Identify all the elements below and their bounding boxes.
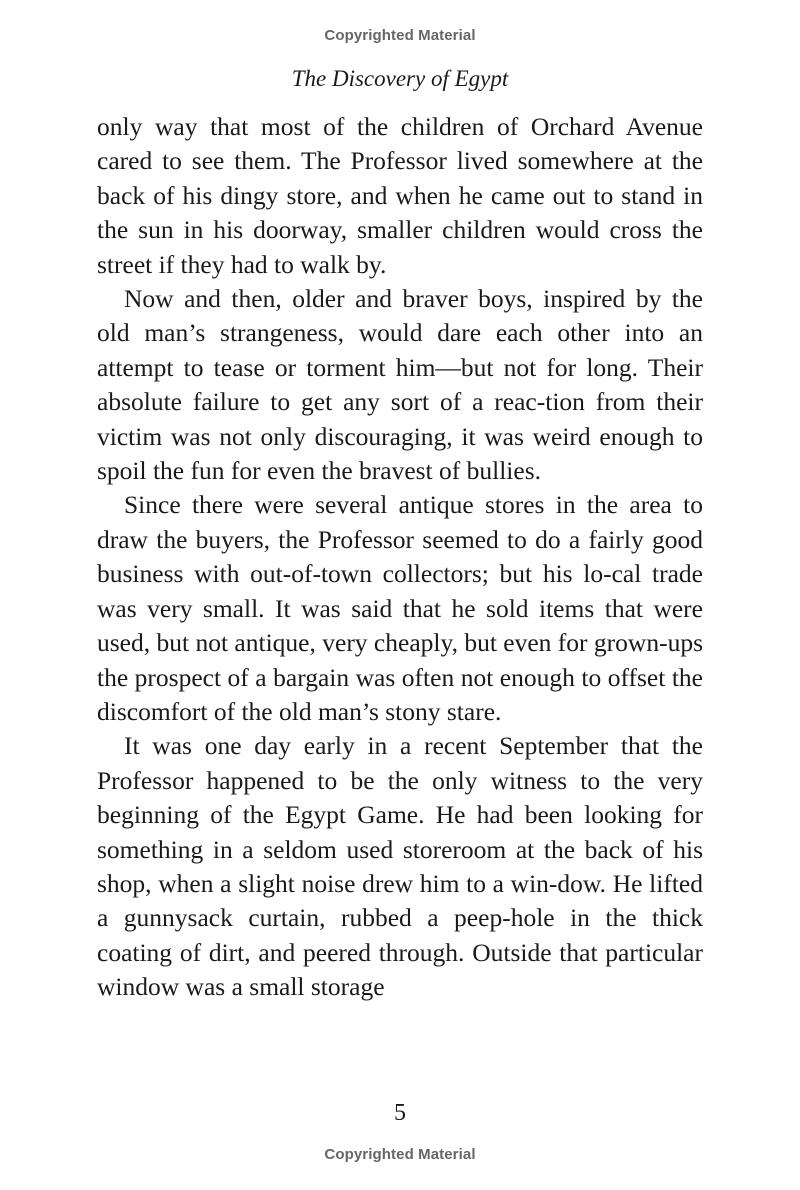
running-head: The Discovery of Egypt (291, 66, 509, 91)
body-text (97, 110, 703, 1005)
paragraph: only way that most of the children of Orchard Avenue cared to see them. The Professor lived somewhere at the back of his dingy store, and when he came out to stand in the sun in his doorway, smaller children would cross the street if they had to walk by. (97, 112, 703, 279)
copyright-watermark-bottom: Copyrighted Material (324, 1146, 476, 1163)
paragraph: Now and then, older and braver boys, inspired by the old man’s strangeness, would dare each other into an attempt to tease or torment him—but not for long. Their absolute failure to get any sort of a reac-tion from their victim was not only discouraging, it was weird enough to spoil the fun for even the bravest of bullies. (97, 284, 703, 486)
page-number: 5 (394, 1100, 406, 1126)
paragraph: Since there were several antique stores in the area to draw the buyers, the Professor seemed to do a fairly good business with out-of-town collectors; but his lo-cal trade was very small. It was said that he sold items that were used, but not antique, very cheaply, but even for grown-ups the prospect of a bargain was often not enough to offset the discomfort of the old man’s stony stare. (97, 490, 703, 726)
copyright-watermark-top: Copyrighted Material (324, 27, 476, 44)
paragraph: It was one day early in a recent September that the Professor happened to be the only witness to the very beginning of the Egypt Game. He had been looking for something in a seldom used storeroom at the back of his shop, when a slight noise drew him to a win-dow. He lifted a gunnysack curtain, rubbed a peep-hole in the thick coating of dirt, and peered through. Outside that particular window was a small storage (97, 731, 703, 1002)
